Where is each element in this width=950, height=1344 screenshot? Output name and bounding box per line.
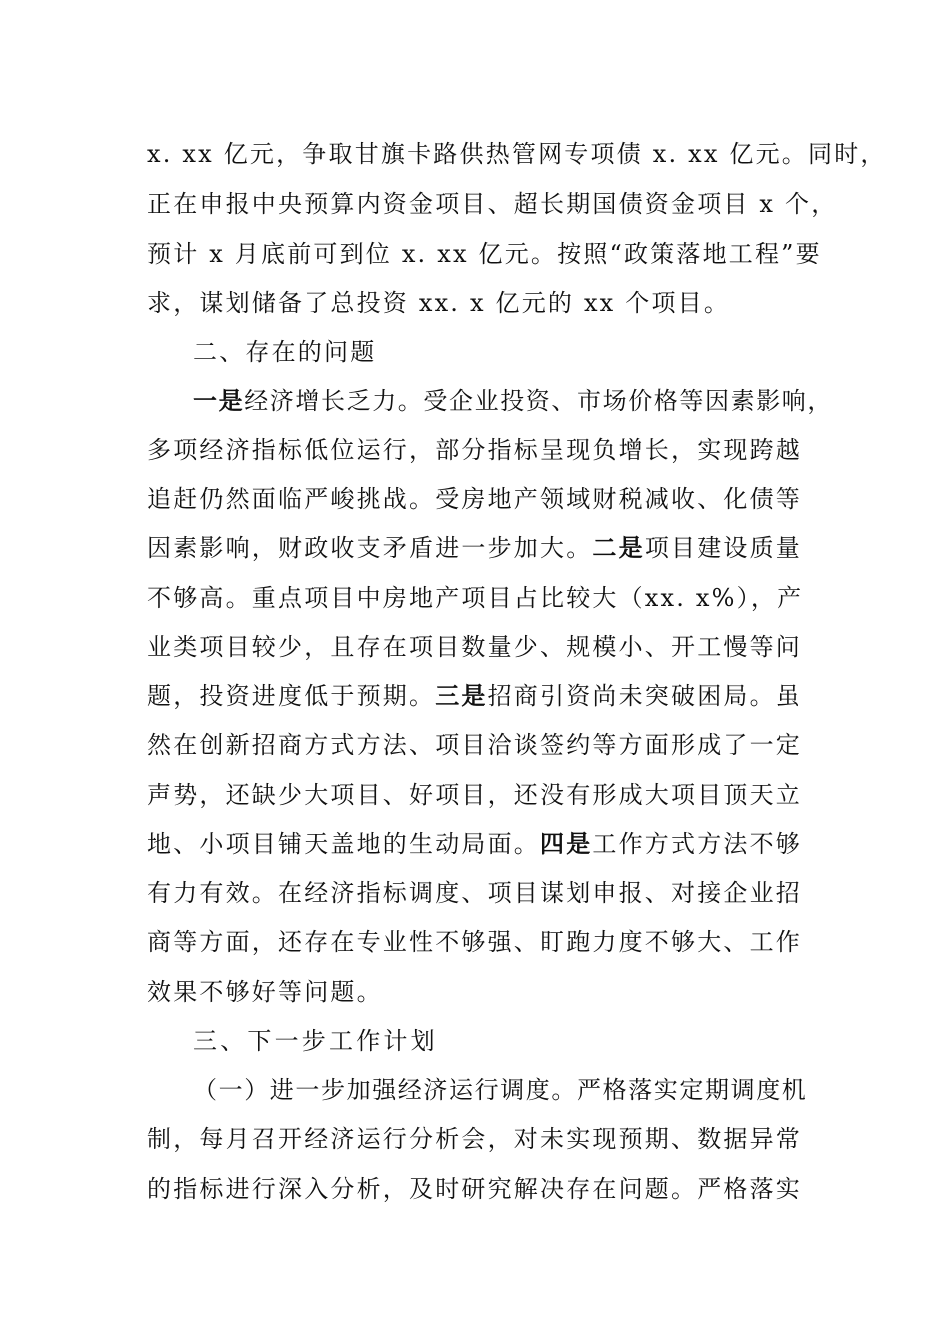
paragraph-line: 一是经济增长乏力。受企业投资、市场价格等因素影响， [193, 386, 834, 415]
paragraph-line: 有力有效。在经济指标调度、项目谋划申报、对接企业招 [147, 879, 802, 907]
emphasis-label: 一是 [193, 386, 245, 415]
section-heading: 二、存在的问题 [193, 338, 377, 366]
paragraph-line: 预计 x 月底前可到位 x. xx 亿元。按照“政策落地工程”要 [147, 240, 822, 268]
paragraph-line: 正在申报中央预算内资金项目、超长期国债资金项目 x 个， [147, 190, 838, 218]
section-heading: 三、下一步工作计划 [193, 1027, 438, 1055]
paragraph-line: 求，谋划储备了总投资 xx. x 亿元的 xx 个项目。 [147, 289, 731, 317]
emphasis-label: 三是 [435, 681, 488, 710]
paragraph-line: 因素影响，财政收支矛盾进一步加大。二是项目建设质量 [147, 533, 803, 562]
paragraph-line: 商等方面，还存在专业性不够强、盯跑力度不够大、工作 [147, 928, 802, 956]
paragraph-line: 追赶仍然面临严峻挑战。受房地产领域财税减收、化债等 [147, 485, 802, 513]
paragraph-line: 的指标进行深入分析，及时研究解决存在问题。严格落实 [147, 1175, 802, 1203]
paragraph-line: 不够高。重点项目中房地产项目占比较大（xx. x%），产 [147, 584, 804, 612]
paragraph-line: 地、小项目铺天盖地的生动局面。四是工作方式方法不够 [147, 829, 803, 858]
paragraph-line: 声势，还缺少大项目、好项目，还没有形成大项目顶天立 [147, 781, 802, 809]
paragraph-line: x. xx 亿元，争取甘旗卡路供热管网专项债 x. xx 亿元。同时， [147, 140, 887, 168]
paragraph-line: 制，每月召开经济运行分析会，对未实现预期、数据异常 [147, 1125, 802, 1153]
paragraph-line: 业类项目较少，且存在项目数量少、规模小、开工慢等问 [147, 633, 802, 661]
paragraph-line: （一）进一步加强经济运行调度。严格落实定期调度机 [193, 1076, 808, 1104]
emphasis-label: 四是 [540, 829, 593, 858]
paragraph-line: 多项经济指标低位运行，部分指标呈现负增长，实现跨越 [147, 436, 802, 464]
emphasis-label: 二是 [592, 533, 645, 562]
paragraph-line: 然在创新招商方式方法、项目洽谈签约等方面形成了一定 [147, 731, 802, 759]
paragraph-line: 效果不够好等问题。 [147, 978, 383, 1006]
paragraph-line: 题，投资进度低于预期。三是招商引资尚未突破困局。虽 [147, 681, 803, 710]
